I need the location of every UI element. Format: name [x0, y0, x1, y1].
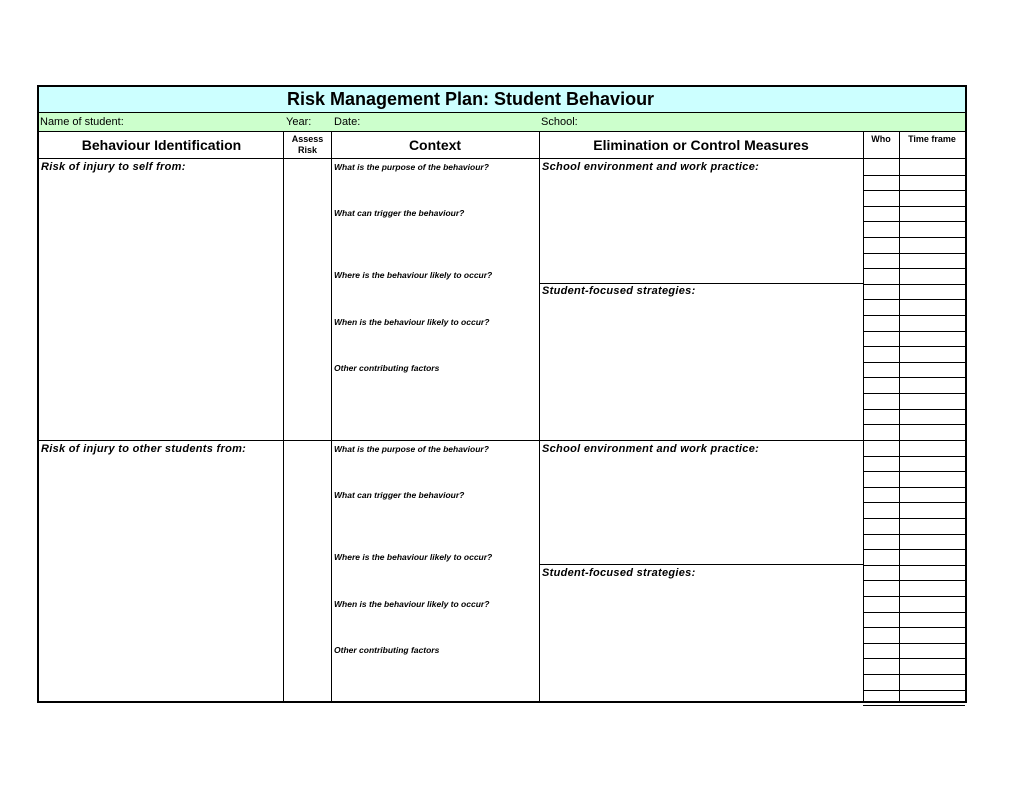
context-question: What can trigger the behaviour?	[334, 490, 465, 500]
context-question: Other contributing factors	[334, 363, 440, 373]
grid-row-line	[863, 456, 965, 457]
grid-row-line	[863, 206, 965, 207]
grid-row-line	[863, 549, 965, 550]
behaviour-identification-header: Behaviour Identification	[81, 137, 242, 153]
grid-row-line	[863, 190, 965, 191]
student-info-bar	[39, 113, 965, 132]
grid-row-line	[863, 643, 965, 644]
elimination-subdivider-1	[539, 283, 863, 284]
grid-row-line	[863, 705, 965, 706]
context-header: Context	[408, 137, 462, 153]
who-header: Who	[871, 134, 891, 144]
grid-row-line	[863, 175, 965, 176]
elimination-header: Elimination or Control Measures	[593, 137, 809, 153]
divider-who-timeframe	[899, 132, 900, 703]
context-question: Other contributing factors	[334, 645, 440, 655]
context-question: What is the purpose of the behaviour?	[334, 444, 489, 454]
context-question: Where is the behaviour likely to occur?	[334, 552, 493, 562]
grid-row-line	[863, 377, 965, 378]
page-title: Risk Management Plan: Student Behaviour	[287, 89, 655, 109]
year-label: Year:	[286, 116, 312, 128]
grid-row-line	[863, 658, 965, 659]
assess-risk-header-line2: Risk	[297, 145, 317, 155]
grid-row-line	[863, 674, 965, 675]
context-question: When is the behaviour likely to occur?	[334, 599, 490, 609]
assess-risk-header-line1: Assess	[291, 134, 324, 144]
grid-row-line	[863, 362, 965, 363]
grid-row-line	[863, 596, 965, 597]
grid-row-line	[863, 331, 965, 332]
grid-row-line	[863, 237, 965, 238]
divider-behaviour-assess	[283, 132, 284, 703]
grid-row-line	[863, 284, 965, 285]
grid-row-line	[863, 487, 965, 488]
grid-row-line	[863, 580, 965, 581]
grid-row-line	[863, 393, 965, 394]
grid-row-line	[863, 502, 965, 503]
grid-row-line	[863, 346, 965, 347]
divider-assess-context	[331, 132, 332, 703]
column-header-row	[39, 132, 965, 159]
grid-row-line	[863, 409, 965, 410]
grid-row-line	[863, 565, 965, 566]
school-environment-label: School environment and work practice:	[542, 161, 760, 173]
grid-row-line	[863, 424, 965, 425]
context-question: When is the behaviour likely to occur?	[334, 317, 490, 327]
grid-row-line	[863, 299, 965, 300]
section-divider	[39, 440, 965, 441]
grid-row-line	[863, 518, 965, 519]
divider-context-elimination	[539, 132, 540, 703]
grid-row-line	[863, 612, 965, 613]
name-of-student-label: Name of student:	[40, 116, 124, 128]
context-question: What can trigger the behaviour?	[334, 208, 465, 218]
grid-row-line	[863, 471, 965, 472]
grid-row-line	[863, 690, 965, 691]
school-label: School:	[541, 116, 578, 128]
assess-risk-header	[284, 134, 331, 156]
elimination-subdivider-2	[539, 564, 863, 565]
context-question: Where is the behaviour likely to occur?	[334, 270, 493, 280]
student-focused-label: Student-focused strategies:	[542, 285, 696, 297]
risk-management-form	[37, 85, 967, 703]
student-focused-label: Student-focused strategies:	[542, 567, 696, 579]
grid-row-line	[863, 253, 965, 254]
divider-elimination-who	[863, 132, 864, 703]
grid-row-line	[863, 627, 965, 628]
grid-row-line	[863, 221, 965, 222]
grid-row-line	[863, 534, 965, 535]
grid-row-line	[863, 268, 965, 269]
context-question: What is the purpose of the behaviour?	[334, 162, 489, 172]
time-frame-header: Time frame	[908, 134, 956, 144]
risk-self-label: Risk of injury to self from:	[41, 161, 186, 173]
grid-row-line	[863, 315, 965, 316]
school-environment-label: School environment and work practice:	[542, 443, 760, 455]
title-bar	[39, 87, 965, 113]
risk-others-label: Risk of injury to other students from:	[41, 443, 247, 455]
date-label: Date:	[334, 116, 361, 128]
